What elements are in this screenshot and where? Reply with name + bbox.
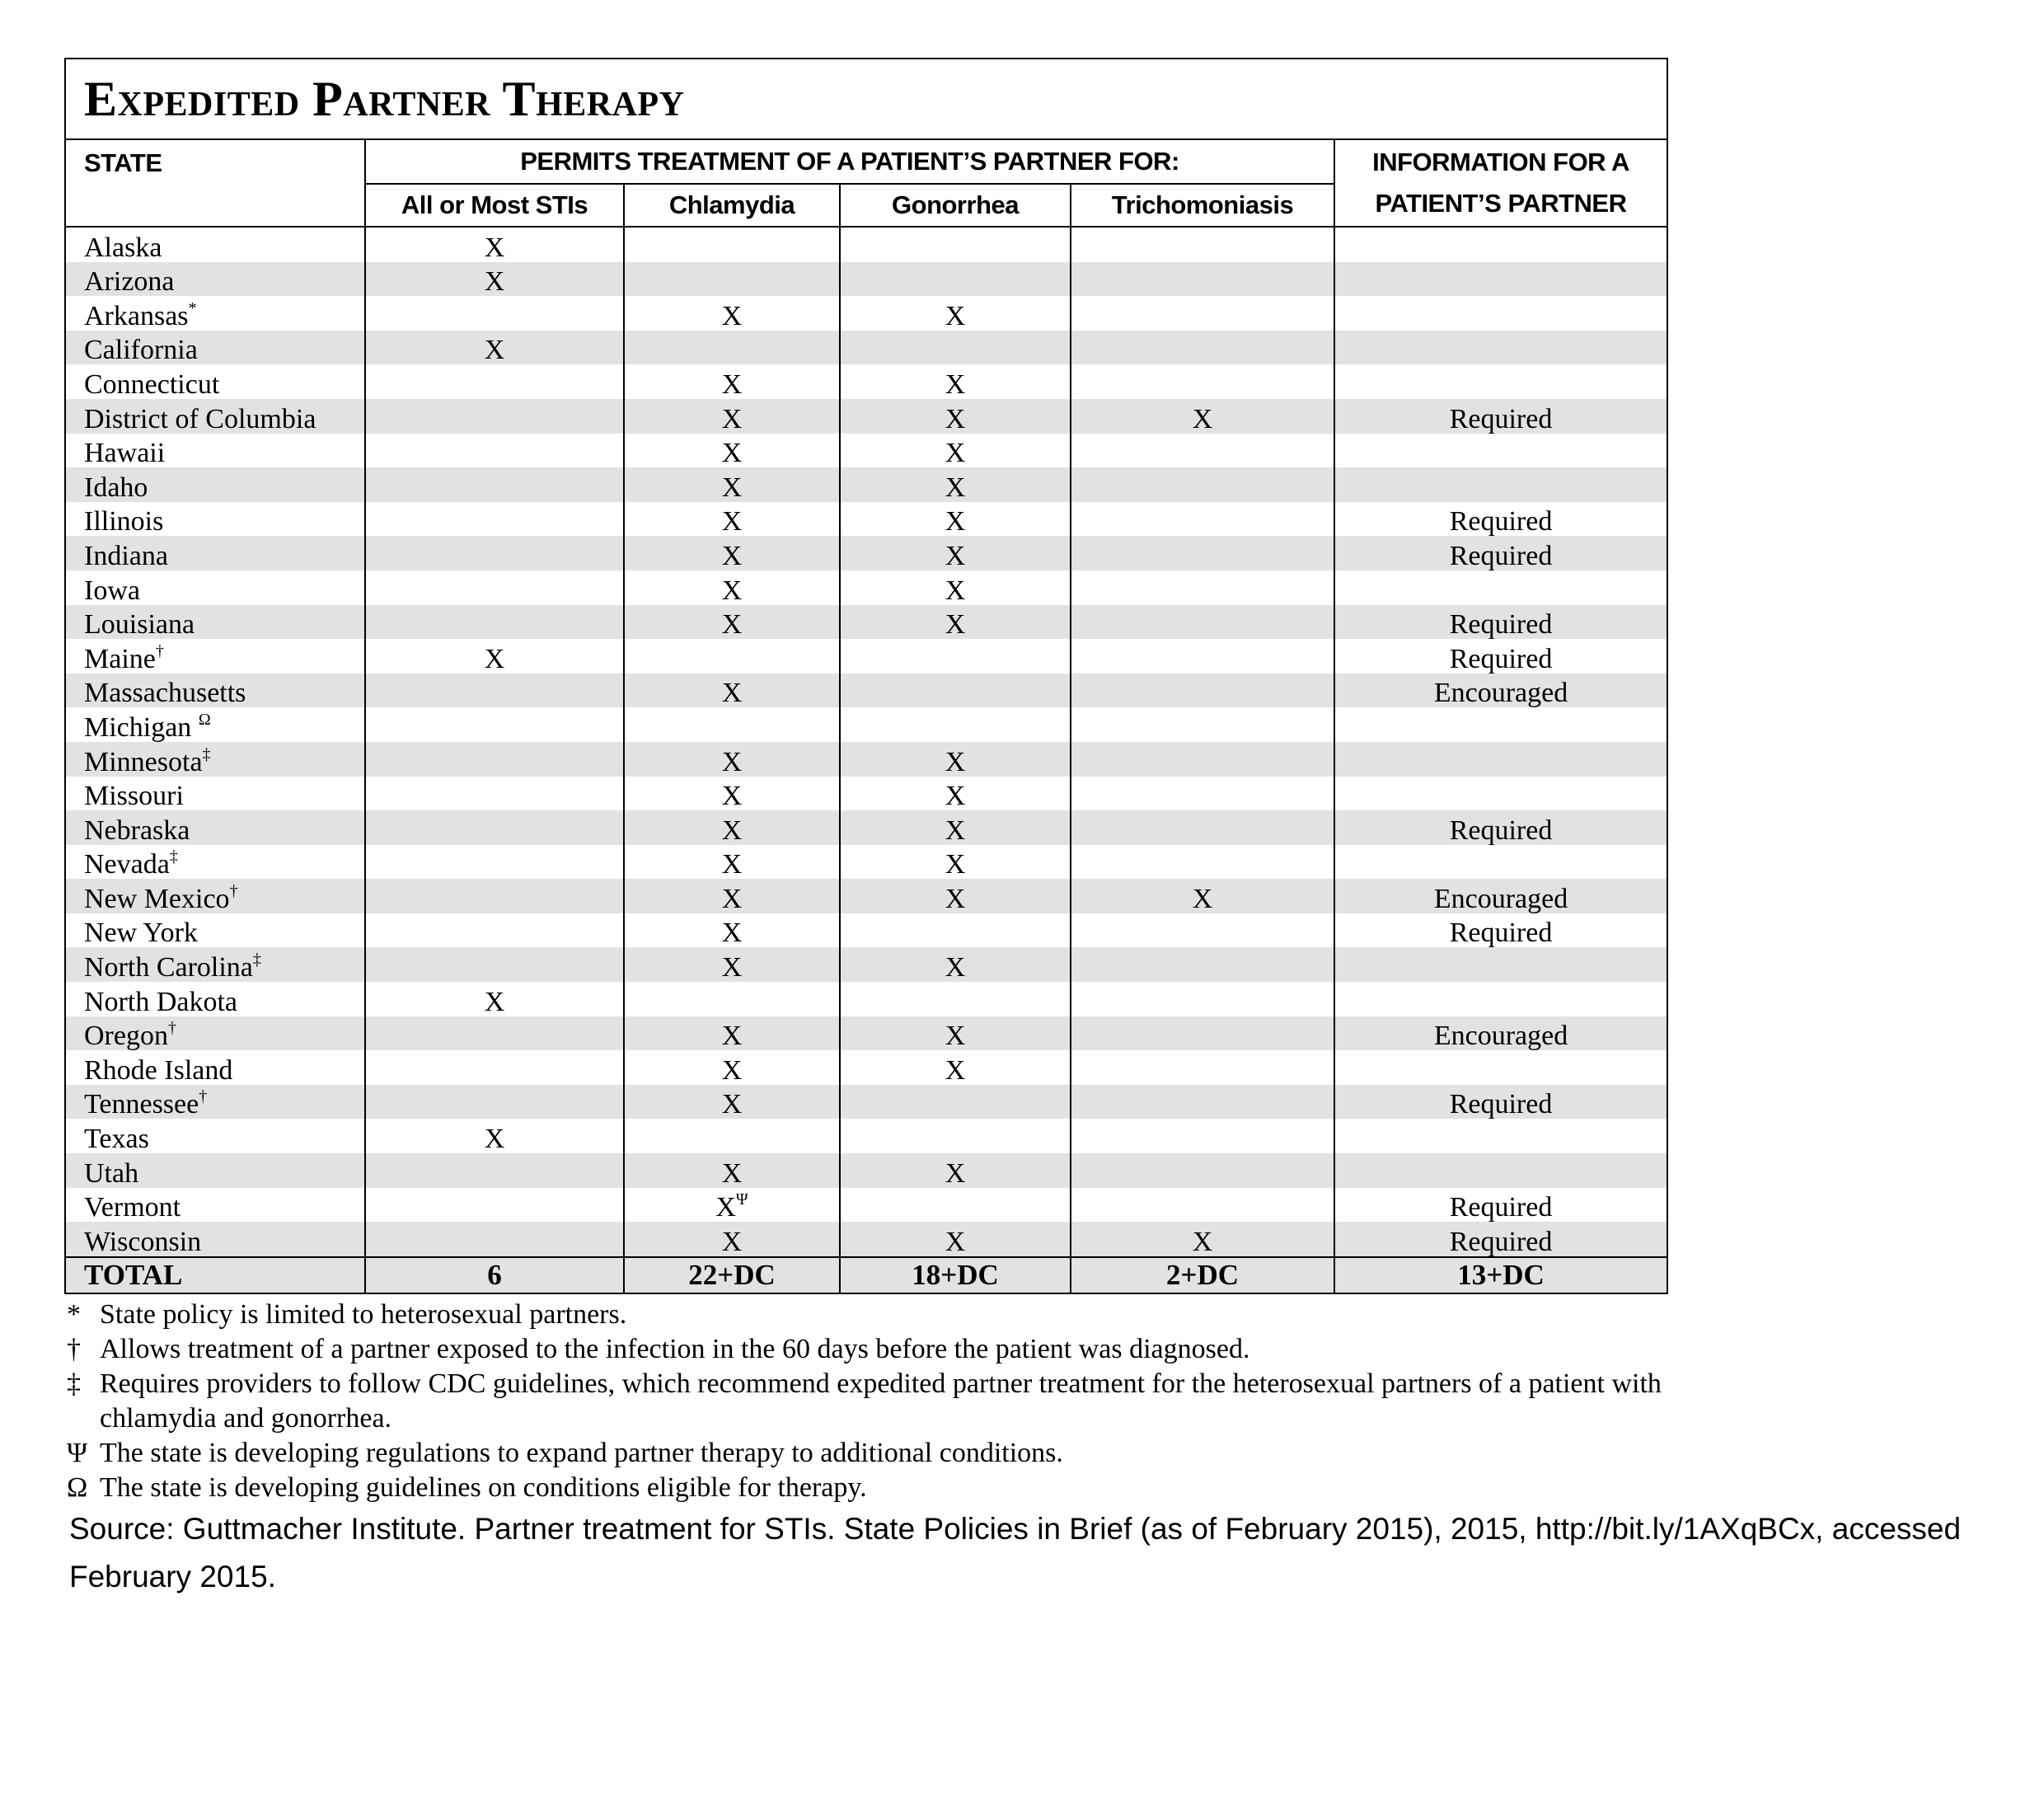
total-all-stis: 6: [365, 1257, 624, 1293]
info-cell: [1334, 982, 1667, 1016]
table-row: [65, 845, 1667, 880]
chlamydia-cell: X: [624, 1016, 840, 1051]
trichomoniasis-cell: [1071, 707, 1334, 742]
info-cell: Encouraged: [1334, 674, 1667, 708]
info-cell: [1334, 364, 1667, 399]
info-cell: [1334, 331, 1667, 365]
header-permits: PERMITS TREATMENT OF A PATIENT’S PARTNER FOR:: [365, 139, 1334, 184]
footnote: † Allows treatment of a partner exposed to the infection in the 60 days before the patient was diagnosed.: [67, 1333, 1250, 1364]
footnote-marker: Ω: [198, 710, 211, 729]
info-cell: [1334, 434, 1667, 468]
chlamydia-cell: [624, 331, 840, 365]
header-trichomoniasis: Trichomoniasis: [1071, 184, 1334, 227]
info-cell: Required: [1449, 918, 1553, 949]
info-cell: Encouraged: [1334, 1016, 1667, 1051]
table-row: [65, 879, 1667, 913]
table-row: [65, 296, 1667, 331]
all-stis-cell: X: [365, 982, 624, 1016]
info-cell: Required: [1334, 810, 1667, 845]
all-stis-cell: [365, 605, 624, 640]
total-trichomoniasis: 2+DC: [1071, 1257, 1334, 1293]
all-stis-cell: X: [365, 1119, 624, 1153]
table-row: [65, 1119, 1667, 1153]
gonorrhea-cell: X: [840, 879, 1071, 913]
all-stis-cell: [365, 1188, 624, 1223]
trichomoniasis-cell: [1071, 1085, 1334, 1119]
gonorrhea-cell: X: [840, 296, 1071, 331]
trichomoniasis-cell: [1071, 434, 1334, 468]
trichomoniasis-cell: [1071, 467, 1334, 502]
all-stis-cell: [365, 913, 624, 948]
all-stis-cell: [365, 434, 624, 468]
footnotes: [64, 1298, 1667, 1505]
all-stis-cell: X: [365, 639, 624, 674]
gonorrhea-cell: [840, 639, 1071, 674]
trichomoniasis-cell: X: [1071, 399, 1334, 434]
chlamydia-cell: X: [624, 879, 840, 913]
chlamydia-cell: X: [624, 1050, 840, 1085]
all-stis-cell: [365, 467, 624, 502]
trichomoniasis-cell: [1071, 742, 1334, 777]
footnote-marker: †: [167, 1019, 176, 1038]
gonorrhea-cell: [840, 331, 1071, 365]
info-cell: [1334, 227, 1667, 262]
all-stis-cell: [365, 364, 624, 399]
chlamydia-cell: X: [624, 1153, 840, 1188]
table-row: [65, 1188, 1667, 1223]
state-cell: Maine†: [65, 639, 365, 674]
state-cell: Alaska: [65, 227, 365, 262]
trichomoniasis-cell: [1071, 502, 1334, 537]
trichomoniasis-cell: [1071, 296, 1334, 331]
chlamydia-cell: X: [624, 570, 840, 605]
trichomoniasis-cell: [1071, 227, 1334, 262]
table-row: [65, 1153, 1667, 1188]
all-stis-cell: [365, 947, 624, 982]
all-stis-cell: X: [365, 227, 624, 262]
trichomoniasis-cell: [1071, 605, 1334, 640]
trichomoniasis-cell: [1071, 1188, 1334, 1223]
gonorrhea-cell: X: [840, 777, 1071, 811]
info-cell: [1334, 570, 1667, 605]
table-row: [65, 502, 1667, 537]
table-row: [65, 605, 1667, 640]
state-cell: Wisconsin: [65, 1222, 365, 1257]
table-row: [65, 742, 1667, 777]
gonorrhea-cell: X: [840, 434, 1071, 468]
state-cell: Michigan $^\Omega$: [65, 707, 365, 742]
gonorrhea-cell: [840, 227, 1071, 262]
all-stis-cell: [365, 845, 624, 880]
header-all-stis: All or Most STIs: [365, 184, 624, 227]
chlamydia-cell: X: [624, 434, 840, 468]
info-cell: [1334, 1119, 1667, 1153]
all-stis-cell: [365, 742, 624, 777]
total-gonorrhea: 18+DC: [840, 1257, 1071, 1293]
table-row: [65, 364, 1667, 399]
table-row: [65, 1085, 1667, 1119]
total-chlamydia: 22+DC: [624, 1257, 840, 1293]
trichomoniasis-cell: X: [1071, 879, 1334, 913]
chlamydia-cell: X: [624, 777, 840, 811]
all-stis-cell: [365, 1085, 624, 1119]
state-cell: North Dakota: [65, 982, 365, 1016]
info-cell: Required: [1449, 1192, 1553, 1223]
trichomoniasis-cell: [1071, 364, 1334, 399]
state-cell: Hawaii: [65, 434, 365, 468]
gonorrhea-cell: X: [840, 605, 1071, 640]
table-row: [65, 536, 1667, 570]
info-cell: [1334, 262, 1667, 297]
gonorrhea-cell: X: [840, 1153, 1071, 1188]
gonorrhea-cell: X: [840, 364, 1071, 399]
all-stis-cell: [365, 777, 624, 811]
state-cell: Iowa: [65, 570, 365, 605]
footnote-marker: Ψ: [735, 1190, 748, 1209]
trichomoniasis-cell: [1071, 536, 1334, 570]
info-cell: Required: [1334, 399, 1667, 434]
all-stis-cell: [365, 1153, 624, 1188]
table-row: [65, 1222, 1667, 1257]
state-cell: Oregon†: [65, 1016, 365, 1051]
state-cell: New Mexico†: [65, 879, 365, 913]
trichomoniasis-cell: [1071, 1119, 1334, 1153]
trichomoniasis-cell: [1071, 1153, 1334, 1188]
all-stis-cell: [365, 1016, 624, 1051]
trichomoniasis-cell: [1071, 810, 1334, 845]
header-state: STATE: [65, 139, 365, 227]
state-cell: Texas: [65, 1119, 365, 1153]
table-row: [65, 331, 1667, 365]
gonorrhea-cell: [840, 1119, 1071, 1153]
state-cell: California: [65, 331, 365, 365]
chlamydia-cell: X: [624, 947, 840, 982]
total-row: [65, 1257, 1667, 1293]
state-cell: Utah: [65, 1153, 365, 1188]
chlamydia-cell: X: [624, 605, 840, 640]
all-stis-cell: [365, 570, 624, 605]
footnote-marker: ‡: [202, 744, 211, 763]
gonorrhea-cell: X: [840, 845, 1071, 880]
table-row: [65, 982, 1667, 1016]
state-cell: Illinois: [65, 502, 365, 537]
gonorrhea-cell: X: [840, 536, 1071, 570]
gonorrhea-cell: X: [840, 742, 1071, 777]
footnote-marker: ‡: [252, 950, 261, 969]
footnote-marker: ‡: [169, 847, 178, 866]
total-label: TOTAL: [65, 1257, 365, 1293]
chlamydia-cell: X: [624, 1222, 840, 1257]
all-stis-cell: [365, 810, 624, 845]
all-stis-cell: [365, 879, 624, 913]
table-row: [65, 434, 1667, 468]
chlamydia-cell: X: [624, 1085, 840, 1119]
footnote: ‡ Requires providers to follow CDC guidelines, which recommend expedited partner treatment for the heterosexual partners of a patient with chlamydia and gonorrhea.: [67, 1368, 1662, 1434]
trichomoniasis-cell: [1071, 570, 1334, 605]
state-cell: Idaho: [65, 467, 365, 502]
state-cell: Tennessee†: [65, 1085, 365, 1119]
gonorrhea-cell: [840, 913, 1071, 948]
gonorrhea-cell: X: [840, 502, 1071, 537]
chlamydia-cell: $X^\Psi$: [624, 1188, 840, 1223]
state-cell: Nevada‡: [65, 845, 365, 880]
chlamydia-cell: [624, 982, 840, 1016]
info-cell: Encouraged: [1334, 879, 1667, 913]
state-cell: Louisiana: [65, 605, 365, 640]
trichomoniasis-cell: [1071, 777, 1334, 811]
table-row: [65, 1050, 1667, 1085]
chlamydia-cell: [624, 1119, 840, 1153]
footnote-marker: *: [188, 298, 197, 317]
all-stis-cell: [365, 707, 624, 742]
chlamydia-cell: X: [624, 742, 840, 777]
gonorrhea-cell: [840, 707, 1071, 742]
info-cell: Required: [1334, 1085, 1667, 1119]
all-stis-cell: [365, 674, 624, 708]
gonorrhea-cell: [840, 262, 1071, 297]
all-stis-cell: [365, 296, 624, 331]
info-cell: [1334, 1050, 1667, 1085]
header-chlamydia: Chlamydia: [624, 184, 840, 227]
state-cell: North Carolina‡: [65, 947, 365, 982]
header-gonorrhea: Gonorrhea: [840, 184, 1071, 227]
chlamydia-cell: [624, 262, 840, 297]
table-row: [65, 227, 1667, 262]
footnote-marker: †: [199, 1087, 208, 1106]
state-cell: New York: [65, 913, 365, 948]
gonorrhea-cell: [840, 674, 1071, 708]
all-stis-cell: [365, 502, 624, 537]
chlamydia-cell: [624, 639, 840, 674]
state-cell: Missouri: [65, 777, 365, 811]
total-info: 13+DC: [1334, 1257, 1667, 1293]
gonorrhea-cell: X: [840, 1016, 1071, 1051]
gonorrhea-cell: X: [840, 947, 1071, 982]
trichomoniasis-cell: [1071, 331, 1334, 365]
table-row: [65, 707, 1667, 742]
all-stis-cell: [365, 399, 624, 434]
state-cell: Nebraska: [65, 810, 365, 845]
chlamydia-cell: X: [624, 810, 840, 845]
chlamydia-cell: X: [624, 845, 840, 880]
table-row: [65, 674, 1667, 708]
trichomoniasis-cell: [1071, 947, 1334, 982]
info-cell: Required: [1449, 506, 1553, 537]
gonorrhea-cell: [840, 1188, 1071, 1223]
info-cell: Required: [1334, 605, 1667, 640]
info-cell: [1334, 707, 1667, 742]
footnote-marker: †: [155, 641, 164, 660]
gonorrhea-cell: X: [840, 399, 1071, 434]
all-stis-cell: X: [365, 331, 624, 365]
info-cell: [1334, 845, 1667, 880]
info-cell: Required: [1334, 1222, 1667, 1257]
state-cell: Arizona: [65, 262, 365, 297]
state-cell: Massachusetts: [65, 674, 365, 708]
chlamydia-cell: X: [624, 467, 840, 502]
chlamydia-cell: X: [624, 674, 840, 708]
all-stis-cell: [365, 1050, 624, 1085]
all-stis-cell: X: [365, 262, 624, 297]
chlamydia-cell: [624, 227, 840, 262]
trichomoniasis-cell: [1071, 845, 1334, 880]
gonorrhea-cell: X: [840, 467, 1071, 502]
state-cell: Vermont: [65, 1188, 365, 1223]
table-row: [65, 467, 1667, 502]
footnote: Ψ The state is developing regulations to expand partner therapy to additional conditions.: [67, 1437, 1063, 1468]
chlamydia-cell: X: [624, 296, 840, 331]
gonorrhea-cell: X: [840, 810, 1071, 845]
trichomoniasis-cell: [1071, 913, 1334, 948]
footnote: Ω The state is developing guidelines on conditions eligible for therapy.: [67, 1471, 867, 1503]
expedited-partner-therapy-document: [64, 58, 1667, 1505]
state-cell: Connecticut: [65, 364, 365, 399]
chlamydia-cell: X: [624, 399, 840, 434]
all-stis-cell: [365, 1222, 624, 1257]
info-cell: [1334, 296, 1667, 331]
table-row: [65, 810, 1667, 845]
info-cell: Required: [1334, 536, 1667, 570]
gonorrhea-cell: X: [840, 1050, 1071, 1085]
gonorrhea-cell: [840, 982, 1071, 1016]
table-row: [65, 399, 1667, 434]
trichomoniasis-cell: [1071, 674, 1334, 708]
policy-table: [64, 58, 1668, 1294]
state-cell: District of Columbia: [65, 399, 365, 434]
table-row: [65, 913, 1667, 948]
chlamydia-cell: X: [624, 502, 840, 537]
chlamydia-cell: [624, 707, 840, 742]
info-cell: [1334, 467, 1667, 502]
table-row: [65, 570, 1667, 605]
trichomoniasis-cell: [1071, 1016, 1334, 1051]
chlamydia-cell: X: [624, 364, 840, 399]
footnote: * State policy is limited to heterosexual partners.: [67, 1298, 627, 1330]
trichomoniasis-cell: [1071, 982, 1334, 1016]
info-cell: [1334, 947, 1667, 982]
gonorrhea-cell: X: [840, 1222, 1071, 1257]
info-cell: [1334, 777, 1667, 811]
table-row: [65, 262, 1667, 297]
all-stis-cell: [365, 536, 624, 570]
table-row: [65, 639, 1667, 674]
header-info: INFORMATION FOR A PATIENT’S PARTNER: [1334, 139, 1667, 227]
state-cell: Minnesota‡: [65, 742, 365, 777]
info-cell: Required: [1449, 643, 1553, 674]
chlamydia-cell: X: [624, 536, 840, 570]
chlamydia-cell: X: [624, 913, 840, 948]
gonorrhea-cell: X: [840, 570, 1071, 605]
gonorrhea-cell: [840, 1085, 1071, 1119]
info-cell: [1334, 1153, 1667, 1188]
footnote-marker: †: [229, 881, 238, 900]
state-cell: Indiana: [65, 536, 365, 570]
trichomoniasis-cell: [1071, 262, 1334, 297]
table-row: [65, 947, 1667, 982]
table-row: [65, 1016, 1667, 1051]
state-cell: Arkansas*: [65, 296, 365, 331]
state-cell: Rhode Island: [65, 1050, 365, 1085]
source-citation: Source: Guttmacher Institute. Partner treatment for STIs. State Policies in Brief (as of February 2015), 2015, http://bit.ly/1AXqBCx, accessed February 2015.: [69, 1512, 1962, 1593]
table-title: Expedited Partner Therapy: [65, 59, 1667, 139]
info-cell: [1334, 742, 1667, 777]
trichomoniasis-cell: X: [1071, 1222, 1334, 1257]
table-row: [65, 777, 1667, 811]
trichomoniasis-cell: [1071, 1050, 1334, 1085]
trichomoniasis-cell: [1071, 639, 1334, 674]
